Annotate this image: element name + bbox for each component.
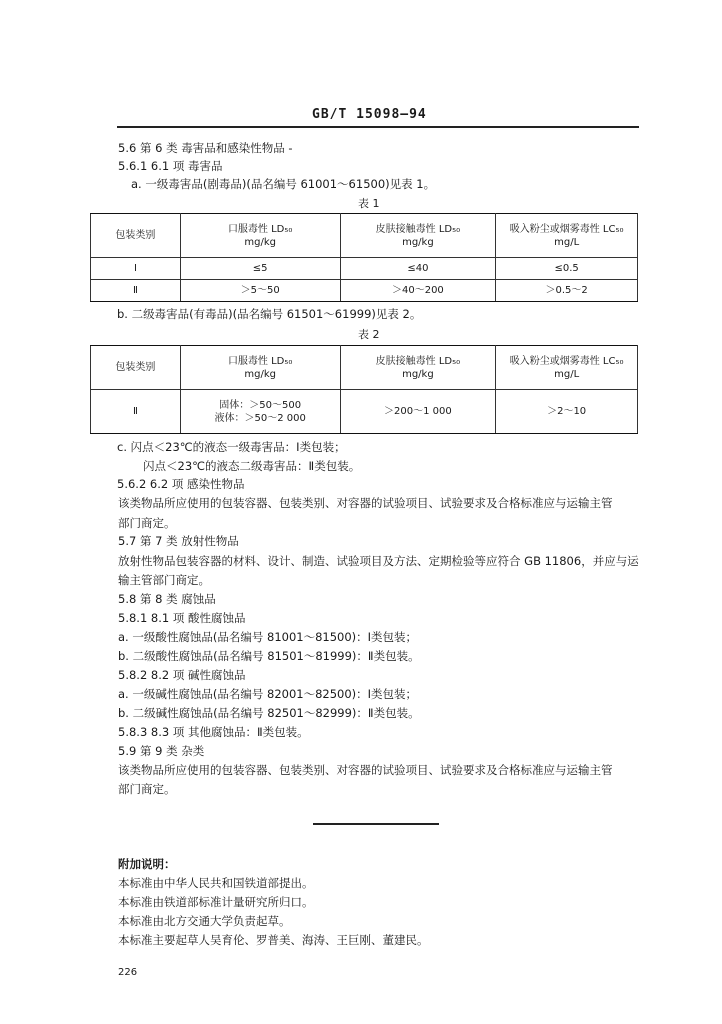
t2-header-oral-label: 口服毒性 LD₅₀	[227, 355, 293, 367]
notes-line: 本标准由北方交通大学负责起草。	[118, 914, 291, 928]
t1-header-oral	[180, 214, 340, 258]
t2-header-inhal	[496, 346, 638, 390]
table2-caption: 表 2	[358, 328, 380, 341]
item-5-8-2-a: a. 一级碱性腐蚀品(品名编号 82001～82500)：Ⅰ类包装；	[118, 687, 418, 701]
t1-header-oral-unit: mg/kg	[244, 236, 276, 248]
header-rule	[117, 126, 639, 128]
item-5-8-1-a: a. 一级酸性腐蚀品(品名编号 81001～81500)：Ⅰ类包装；	[118, 630, 418, 644]
t2-header-dermal	[340, 346, 496, 390]
t2-cell-inhal: ＞2～10	[496, 390, 638, 434]
t2-oral-liquid: 液体：＞50～2 000	[214, 412, 306, 424]
para-5-6-2-line1: 该类物品所应使用的包装容器、包装类别、对容器的试验项目、试验要求及合格标准应与运输主管	[118, 496, 613, 510]
t1-cell: ≤40	[340, 258, 496, 280]
section-5-8-3: 5.8.3 8.3 项 其他腐蚀品：Ⅱ类包装。	[118, 725, 309, 739]
t2-header-oral-unit: mg/kg	[244, 368, 276, 380]
para-5-7-line2: 输主管部门商定。	[118, 573, 210, 587]
table-1	[90, 213, 638, 302]
item-c-line2: 闪点＜23℃的液态二级毒害品：Ⅱ类包装。	[143, 459, 361, 473]
table-row	[91, 280, 638, 302]
t2-header-oral	[180, 346, 340, 390]
t2-cell-category: Ⅱ	[91, 390, 181, 434]
t2-header-dermal-unit: mg/kg	[402, 368, 434, 380]
t2-header-inhal-label: 吸入粉尘或烟雾毒性 LC₅₀	[509, 355, 624, 367]
t1-cell: ＞40～200	[340, 280, 496, 302]
notes-line: 本标准主要起草人吴育伦、罗普美、海涛、王巨刚、董建民。	[118, 933, 429, 947]
t1-cell: ≤0.5	[496, 258, 638, 280]
section-5-6-2: 5.6.2 6.2 项 感染性物品	[117, 477, 245, 491]
section-5-7: 5.7 第 7 类 放射性物品	[118, 534, 239, 548]
item-c-line1: c. 闪点＜23℃的液态一级毒害品：Ⅰ类包装；	[117, 440, 346, 454]
item-a: a. 一级毒害品(剧毒品)(品名编号 61001～61500)见表 1。	[131, 177, 436, 191]
t1-header-oral-label: 口服毒性 LD₅₀	[227, 223, 293, 235]
t1-header-dermal-unit: mg/kg	[402, 236, 434, 248]
t1-header-inhal-label: 吸入粉尘或烟雾毒性 LC₅₀	[509, 223, 624, 235]
t1-header-dermal-label: 皮肤接触毒性 LD₅₀	[375, 223, 461, 235]
t1-cell: ＞0.5～2	[496, 280, 638, 302]
t1-cell: Ⅰ	[91, 258, 181, 280]
t1-cell: Ⅱ	[91, 280, 181, 302]
notes-title: 附加说明：	[118, 857, 176, 871]
para-5-9-line1: 该类物品所应使用的包装容器、包装类别、对容器的试验项目、试验要求及合格标准应与运输主管	[118, 763, 613, 777]
end-rule	[313, 823, 439, 825]
table-2	[90, 345, 638, 434]
t1-header-category: 包装类别	[91, 214, 181, 258]
section-5-8-1: 5.8.1 8.1 项 酸性腐蚀品	[118, 611, 246, 625]
t1-header-dermal	[340, 214, 496, 258]
item-5-8-1-b: b. 二级酸性腐蚀品(品名编号 81501～81999)：Ⅱ类包装。	[118, 649, 420, 663]
para-5-7-line1: 放射性物品包装容器的材料、设计、制造、试验项目及方法、定期检验等应符合 GB 11806，并应与运	[118, 554, 639, 568]
table-row	[91, 390, 638, 434]
notes-line: 本标准由中华人民共和国铁道部提出。	[118, 876, 314, 890]
t2-header-category: 包装类别	[91, 346, 181, 390]
t1-header-inhal	[496, 214, 638, 258]
section-5-8-2: 5.8.2 8.2 项 碱性腐蚀品	[118, 668, 246, 682]
t1-header-inhal-unit: mg/L	[554, 236, 580, 248]
t2-cell-dermal: ＞200～1 000	[340, 390, 496, 434]
t1-cell: ≤5	[180, 258, 340, 280]
item-b: b. 二级毒害品(有毒品)(品名编号 61501～61999)见表 2。	[117, 307, 422, 321]
table1-caption: 表 1	[358, 197, 380, 210]
para-5-9-line2: 部门商定。	[118, 782, 176, 796]
item-5-8-2-b: b. 二级碱性腐蚀品(品名编号 82501～82999)：Ⅱ类包装。	[118, 706, 420, 720]
t1-cell: ＞5～50	[180, 280, 340, 302]
section-5-6-1: 5.6.1 6.1 项 毒害品	[118, 159, 223, 173]
t2-oral-solid: 固体：＞50～500	[219, 399, 302, 411]
t2-header-inhal-unit: mg/L	[554, 368, 580, 380]
section-5-6: 5.6 第 6 类 毒害品和感染性物品 -	[118, 141, 293, 155]
notes-line: 本标准由铁道部标准计量研究所归口。	[118, 895, 314, 909]
t2-cell-oral	[180, 390, 340, 434]
standard-header: GB/T 15098—94	[312, 107, 427, 122]
page-number: 226	[118, 967, 138, 978]
table-row	[91, 258, 638, 280]
section-5-8: 5.8 第 8 类 腐蚀品	[118, 592, 216, 606]
para-5-6-2-line2: 部门商定。	[118, 516, 176, 530]
t2-header-dermal-label: 皮肤接触毒性 LD₅₀	[375, 355, 461, 367]
section-5-9: 5.9 第 9 类 杂类	[118, 744, 205, 758]
